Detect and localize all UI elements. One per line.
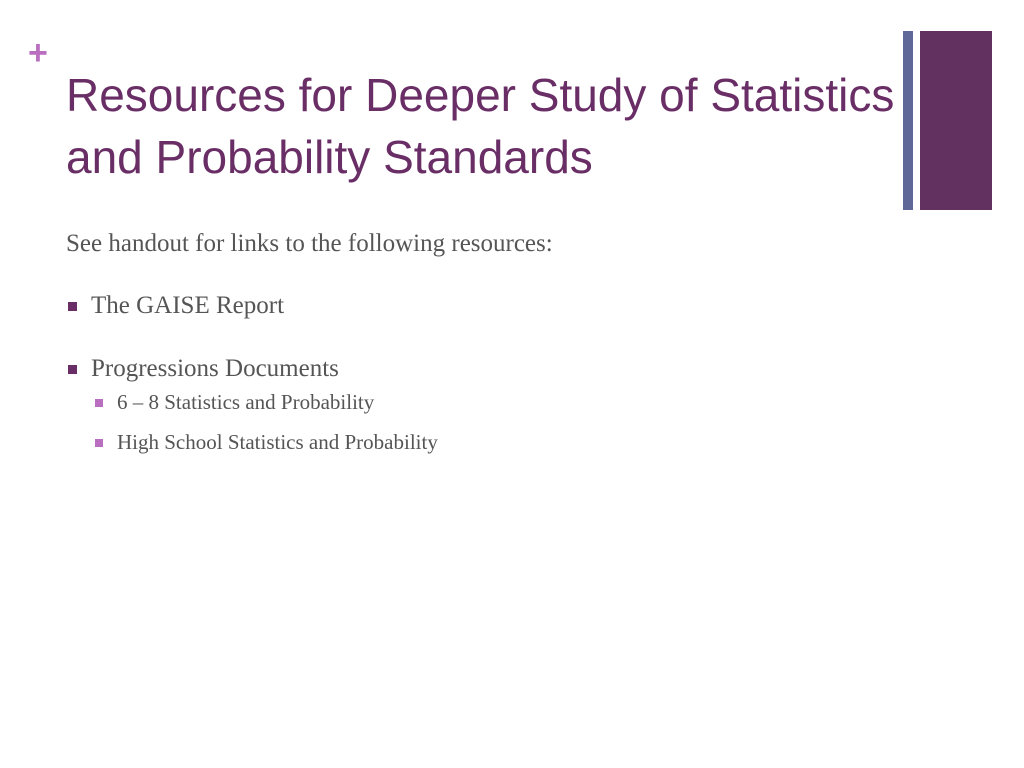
bullet-list (66, 290, 866, 456)
list-item (66, 353, 866, 456)
slide-title: Resources for Deeper Study of Statistics and Probability Standards (66, 69, 895, 183)
sub-list-item (91, 429, 866, 456)
list-item-text: The GAISE Report (91, 292, 285, 319)
sub-list-item-text: 6 – 8 Statistics and Probability (117, 390, 375, 414)
sub-bullet-list (91, 389, 866, 456)
square-bullet-icon (95, 439, 103, 447)
plus-icon: + (28, 34, 48, 72)
intro-text: See handout for links to the following resources: (66, 230, 553, 257)
square-bullet-icon (68, 365, 77, 374)
slide-body (66, 228, 866, 456)
square-bullet-icon (95, 399, 103, 407)
list-item (66, 290, 866, 322)
sub-list-item (91, 389, 866, 416)
sub-list-item-text: High School Statistics and Probability (117, 430, 438, 454)
list-item-text: Progressions Documents (91, 355, 339, 382)
decorative-bar-thick (920, 31, 992, 210)
decorative-bar-thin (903, 31, 913, 210)
square-bullet-icon (68, 302, 77, 311)
